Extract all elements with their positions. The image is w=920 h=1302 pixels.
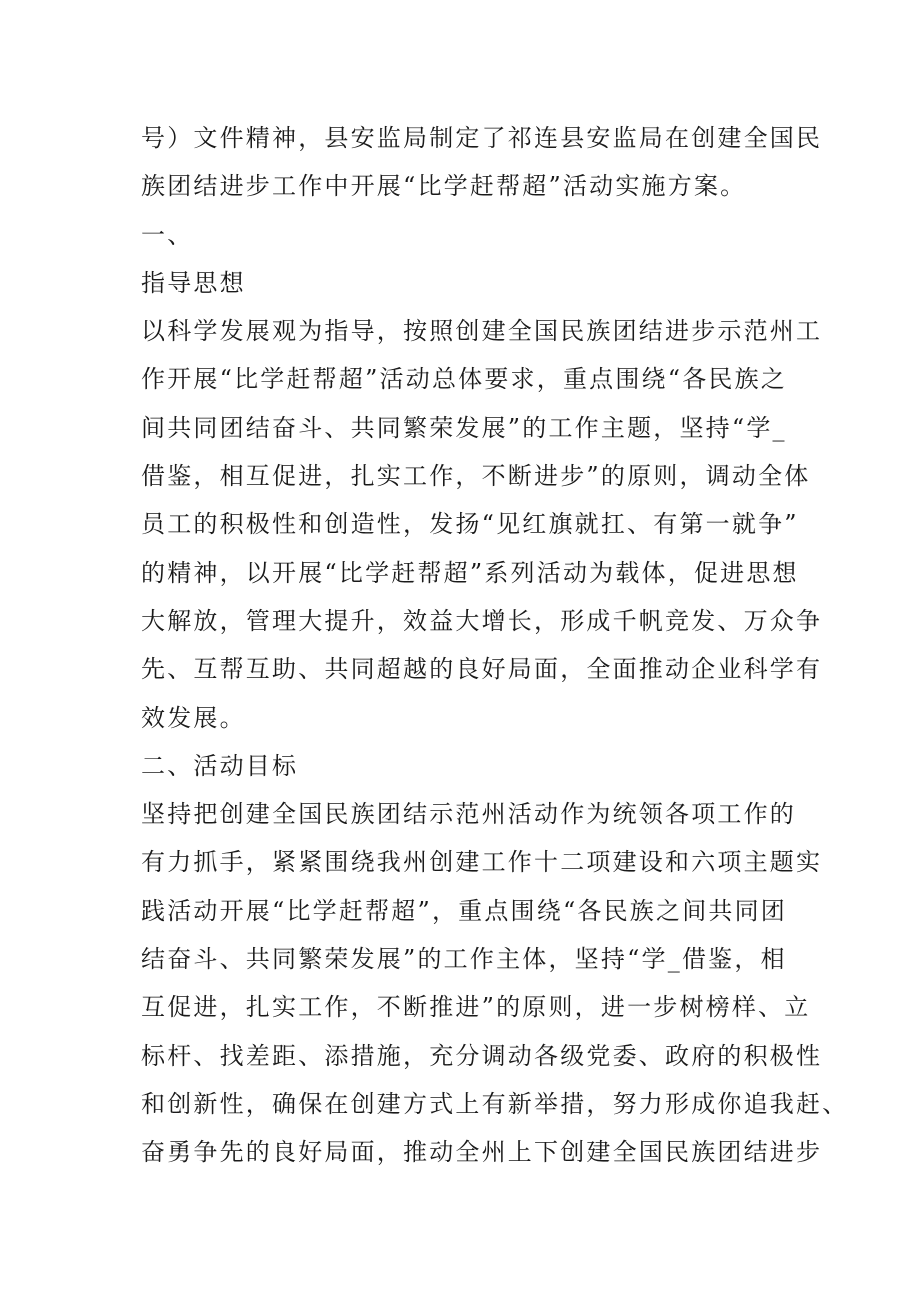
text-line: 有力抓手，紧紧围绕我州创建工作十二项建设和六项主题实 xyxy=(141,848,823,877)
text-line: 效发展。 xyxy=(141,703,246,732)
text-line: 标杆、找差距、添措施，充分调动各级党委、政府的积极性 xyxy=(141,1041,823,1070)
section-heading: 二、活动目标 xyxy=(141,751,299,780)
text-line: 大解放，管理大提升，效益大增长，形成千帆竞发、万众争 xyxy=(141,606,823,635)
text-line: 间共同团结奋斗、共同繁荣发展”的工作主题，坚持“学_ xyxy=(141,413,787,442)
section-number: 一、 xyxy=(141,220,194,249)
text-line: 先、互帮互助、共同超越的良好局面，全面推动企业科学有 xyxy=(141,655,823,684)
text-line: 和创新性，确保在创建方式上有新举措，努力形成你追我赶、 xyxy=(141,1089,849,1118)
text-line: 以科学发展观为指导，按照创建全国民族团结进步示范州工 xyxy=(141,317,823,346)
text-line: 互促进，扎实工作，不断推进”的原则，进一步树榜样、立 xyxy=(141,993,811,1022)
text-line: 的精神，以开展“比学赶帮超”系列活动为载体，促进思想 xyxy=(141,558,799,587)
text-line: 号）文件精神，县安监局制定了祁连县安监局在创建全国民 xyxy=(141,124,823,152)
section-heading: 指导思想 xyxy=(141,268,246,297)
text-line: 借鉴，相互促进，扎实工作，不断进步”的原则，调动全体 xyxy=(141,462,811,491)
document-body xyxy=(141,114,849,1177)
text-line: 践活动开展“比学赶帮超”，重点围绕“各民族之间共同团 xyxy=(141,896,788,925)
text-line: 结奋斗、共同繁荣发展”的工作主体，坚持“学_借鉴，相 xyxy=(141,945,787,974)
text-line: 员工的积极性和创造性，发扬“见红旗就扛、有第一就争” xyxy=(141,510,799,539)
text-line: 坚持把创建全国民族团结示范州活动作为统领各项工作的 xyxy=(141,800,796,829)
text-line: 作开展“比学赶帮超”活动总体要求，重点围绕“各民族之 xyxy=(141,365,788,394)
text-line: 奋勇争先的良好局面，推动全州上下创建全国民族团结进步 xyxy=(141,1138,823,1167)
text-line: 族团结进步工作中开展“比学赶帮超”活动实施方案。 xyxy=(141,172,747,201)
